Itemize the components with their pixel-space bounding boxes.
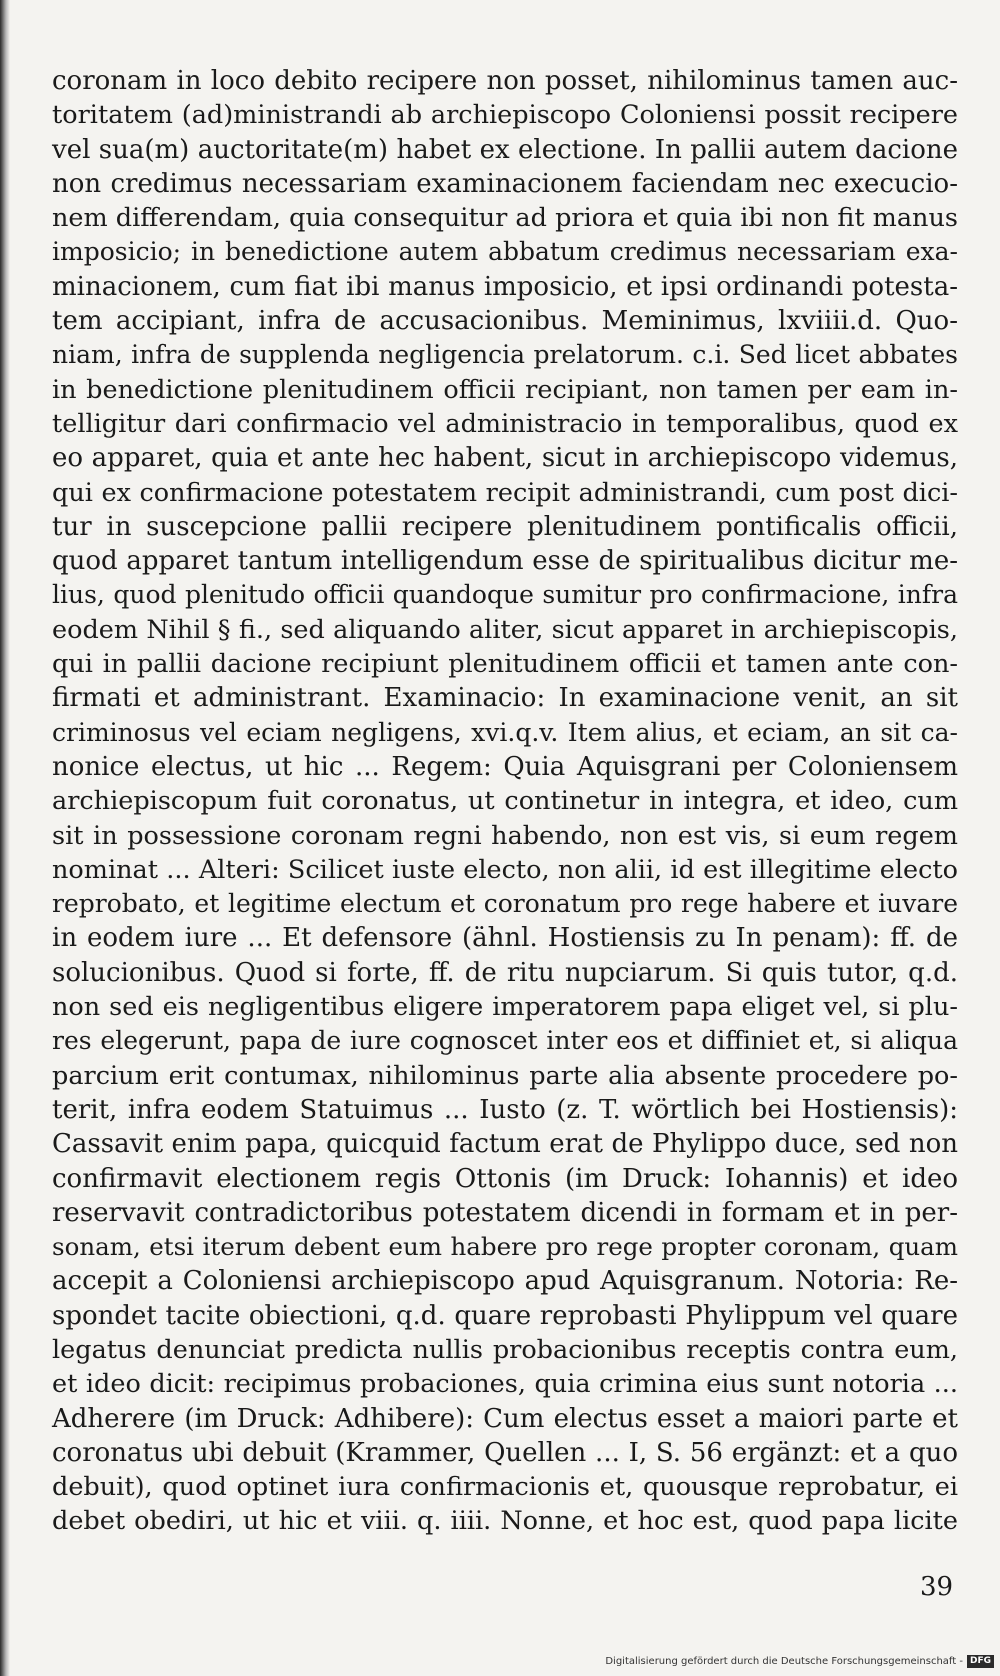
text-line: firmati et administrant. Examinacio: In examinacione venit, an sit [52, 683, 958, 714]
text-line: debet obediri, ut hic et viii. q. iiii. Nonne, et hoc est, quod papa licite [52, 1506, 958, 1537]
body-text [52, 64, 958, 1539]
text-line: minacionem, cum fiat ibi manus imposicio, et ipsi ordinandi potesta- [52, 271, 958, 302]
text-line: niam, infra de supplenda negligencia prelatorum. c.i. Sed licet abbates [52, 340, 958, 370]
binding-shadow [0, 0, 10, 1676]
text-line: Adherere (im Druck: Adhibere): Cum electus esset a maiori parte et [52, 1403, 958, 1434]
text-line: parcium erit contumax, nihilominus parte alia absente procedere po- [52, 1060, 958, 1091]
text-line: criminosus vel eciam negligens, xvi.q.v. Item alius, et eciam, an sit ca- [52, 717, 958, 747]
text-line: res elegerunt, papa de iure cognoscet inter eos et diffiniet et, si aliqua [52, 1026, 958, 1056]
footer-credit: Digitalisierung gefördert durch die Deutsche Forschungsgemeinschaft - [605, 1656, 963, 1667]
text-line: toritatem (ad)ministrandi ab archiepiscopo Coloniensi possit recipere [52, 100, 958, 131]
text-line: imposicio; in benedictione autem abbatum credimus necessariam exa- [52, 237, 958, 267]
text-line: debuit), quod optinet iura confirmacionis et, quousque reprobatur, ei [52, 1472, 958, 1503]
text-line: tem accipiant, infra de accusacionibus. Meminimus, lxviiii.d. Quo- [52, 306, 958, 337]
text-line: coronam in loco debito recipere non posset, nihilominus tamen auc- [52, 66, 958, 96]
text-line: coronatus ubi debuit (Krammer, Quellen ... I, S. 56 ergänzt: et a quo [52, 1437, 958, 1468]
text-line: lius, quod plenitudo officii quandoque sumitur pro confirmacione, infra [52, 580, 958, 610]
text-line: qui ex confirmacione potestatem recipit administrandi, cum post dici- [52, 477, 958, 508]
text-line: sit in possessione coronam regni habendo, non est vis, si eum regem [52, 820, 958, 851]
text-line: qui in pallii dacione recipiunt plenitudinem officii et tamen ante con- [52, 649, 958, 680]
text-line: reservavit contradictoribus potestatem dicendi in formam et in per- [52, 1197, 958, 1228]
text-line: in eodem iure ... Et defensore (ähnl. Hostiensis zu In penam): ff. de [52, 923, 958, 954]
text-line: Cassavit enim papa, quicquid factum erat de Phylippo duce, sed non [52, 1129, 958, 1160]
text-line: accepit a Coloniensi archiepiscopo apud Aquisgranum. Notoria: Re- [52, 1266, 958, 1297]
text-line: eodem Nihil § fi., sed aliquando aliter, sicut apparet in archiepiscopis, [52, 614, 958, 645]
text-line: sonam, etsi iterum debent eum habere pro rege propter coronam, quam [52, 1232, 958, 1262]
text-line: nem differendam, quia consequitur ad priora et quia ibi non fit manus [52, 203, 958, 234]
digitization-footer [605, 1655, 994, 1668]
text-line: in benedictione plenitudinem officii recipiant, non tamen per eam in- [52, 374, 958, 405]
text-line: eo apparet, quia et ante hec habent, sicut in archiepiscopo videmus, [52, 443, 958, 474]
text-line: archiepiscopum fuit coronatus, ut continetur in integra, et ideo, cum [52, 786, 958, 817]
text-line: telligitur dari confirmacio vel administracio in temporalibus, quod ex [52, 408, 958, 439]
page-number: 39 [920, 1572, 954, 1602]
text-line: non sed eis negligentibus eligere imperatorem papa eliget vel, si plu- [52, 992, 958, 1023]
text-line: spondet tacite obiectioni, q.d. quare reprobasti Phylippum vel quare [52, 1300, 958, 1331]
text-line: nonice electus, ut hic ... Regem: Quia Aquisgrani per Coloniensem [52, 751, 958, 782]
text-line: non credimus necessariam examinacionem faciendam nec execucio- [52, 168, 958, 199]
text-line: vel sua(m) auctoritate(m) habet ex electione. In pallii autem dacione [52, 134, 958, 165]
text-line: quod apparet tantum intelligendum esse de spiritualibus dicitur me- [52, 546, 958, 577]
text-line: et ideo dicit: recipimus probaciones, quia crimina eius sunt notoria ... [52, 1369, 958, 1400]
text-line: solucionibus. Quod si forte, ff. de ritu nupciarum. Si quis tutor, q.d. [52, 957, 958, 988]
text-line: reprobato, et legitime electum et coronatum pro rege habere et iuvare [52, 889, 958, 919]
text-line: confirmavit electionem regis Ottonis (im Druck: Iohannis) et ideo [52, 1163, 958, 1194]
text-line: terit, infra eodem Statuimus ... Iusto (z. T. wörtlich bei Hostiensis): [52, 1094, 958, 1125]
text-line: tur in suscepcione pallii recipere plenitudinem pontificalis officii, [52, 511, 958, 542]
dfg-logo: DFG [967, 1655, 994, 1668]
text-line: legatus denunciat predicta nullis probacionibus receptis contra eum, [52, 1334, 958, 1365]
text-line: nominat ... Alteri: Scilicet iuste electo, non alii, id est illegitime electo [52, 854, 958, 885]
